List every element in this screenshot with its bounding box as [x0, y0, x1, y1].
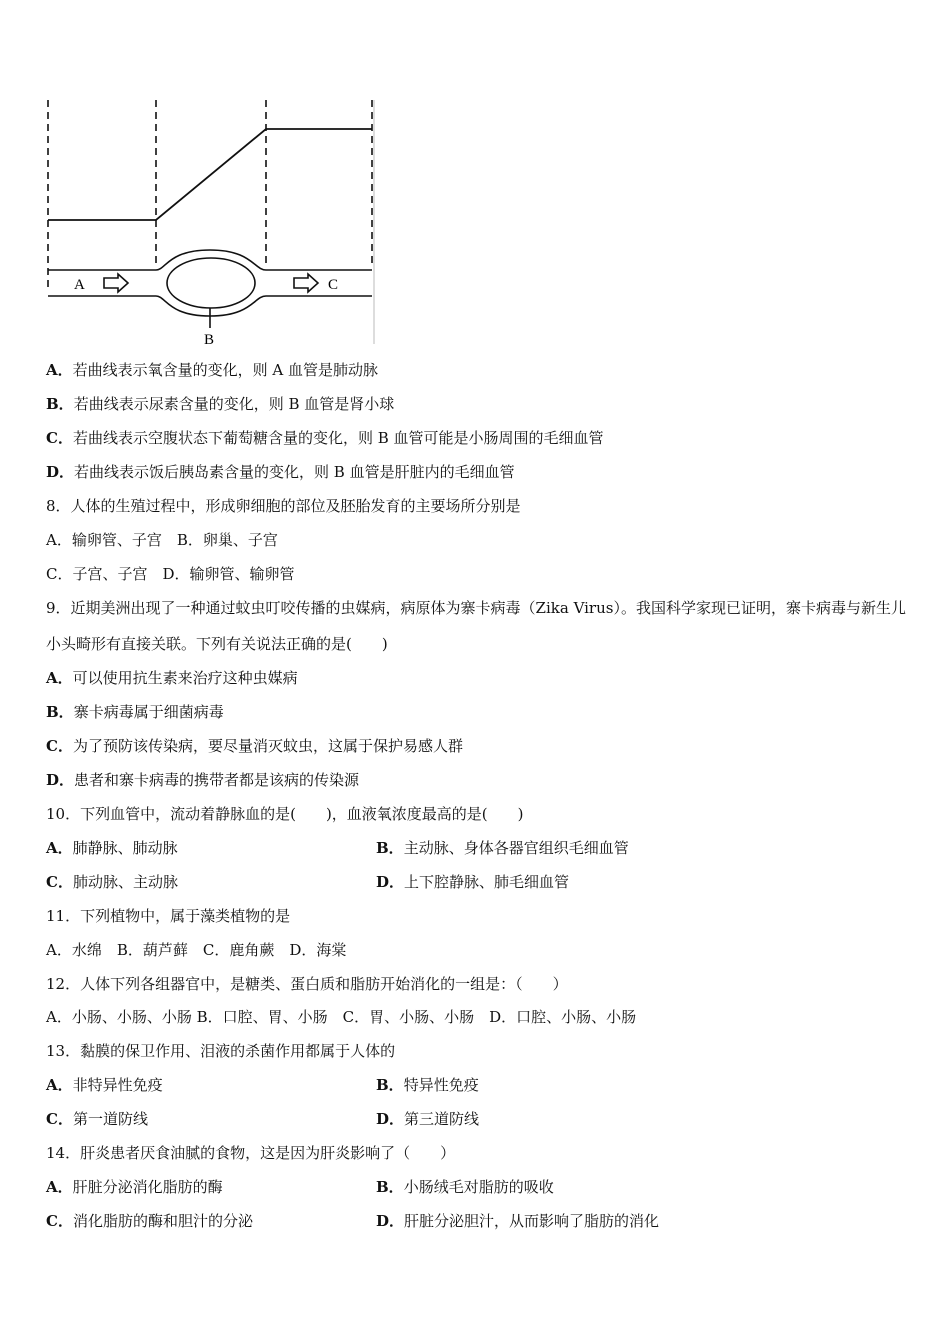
- q8-options-row2: C．子宫、子宫 D．输卵管、输卵管: [46, 565, 295, 583]
- label-b: B: [204, 332, 215, 346]
- q9-stem: 9．近期美洲出现了一种通过蚊虫叮咬传播的虫媒病，病原体为寨卡病毒（Zika Virus）。我国科学家现已证明，寨卡病毒与新生儿小头畸形有直接关联。下列有关说法正确的是( ): [46, 599, 906, 653]
- q10-option-a: A．肺静脉、肺动脉: [46, 839, 178, 857]
- q7-option-b: B．若曲线表示尿素含量的变化，则 B 血管是肾小球: [46, 395, 395, 413]
- q10-option-b: B．主动脉、身体各器官组织毛细血管: [376, 839, 629, 857]
- q11-options-row: A．水绵 B．葫芦藓 C．鹿角蕨 D．海棠: [46, 941, 347, 959]
- q7-option-a: A．若曲线表示氧含量的变化，则 A 血管是肺动脉: [46, 361, 379, 379]
- q10-option-c: C．肺动脉、主动脉: [46, 873, 178, 891]
- q13-option-a: A．非特异性免疫: [46, 1076, 163, 1094]
- vessel-top-wall: [48, 250, 372, 270]
- q13-stem: 13．黏膜的保卫作用、泪液的杀菌作用都属于人体的: [46, 1042, 396, 1060]
- q14-option-b: B．小肠绒毛对脂肪的吸收: [376, 1178, 554, 1196]
- q13-option-d: D．第三道防线: [376, 1110, 480, 1128]
- q10-option-d: D．上下腔静脉、肺毛细血管: [376, 873, 570, 891]
- q9-option-c: C．为了预防该传染病，要尽量消灭蚊虫，这属于保护易感人群: [46, 737, 463, 755]
- q14-option-c: C．消化脂肪的酶和胆汁的分泌: [46, 1212, 253, 1230]
- blood-vessel-curve-figure: [44, 98, 376, 346]
- label-a: A: [74, 277, 85, 293]
- q9-option-b: B．寨卡病毒属于细菌病毒: [46, 703, 224, 721]
- q14-stem: 14．肝炎患者厌食油腻的食物，这是因为肝炎影响了（ ）: [46, 1144, 456, 1162]
- q7-option-d: D．若曲线表示饭后胰岛素含量的变化，则 B 血管是肝脏内的毛细血管: [46, 463, 515, 481]
- q12-options-row: A．小肠、小肠、小肠 B．口腔、胃、小肠 C．胃、小肠、小肠 D．口腔、小肠、小肠: [46, 1008, 637, 1026]
- q8-options-row1: A．输卵管、子宫 B．卵巢、子宫: [46, 531, 278, 549]
- flow-arrow-out: [294, 274, 318, 292]
- capillary-ellipse: [167, 258, 255, 308]
- q10-stem: 10．下列血管中，流动着静脉血的是( )，血液氧浓度最高的是( ): [46, 805, 524, 823]
- q12-stem: 12．人体下列各组器官中，是糖类、蛋白质和脂肪开始消化的一组是：（ ）: [46, 975, 568, 993]
- q14-option-a: A．肝脏分泌消化脂肪的酶: [46, 1178, 223, 1196]
- q9-option-d: D．患者和寨卡病毒的携带者都是该病的传染源: [46, 771, 360, 789]
- q14-option-d: D．肝脏分泌胆汁，从而影响了脂肪的消化: [376, 1212, 660, 1230]
- q11-stem: 11．下列植物中，属于藻类植物的是: [46, 907, 291, 925]
- q9-option-a: A．可以使用抗生素来治疗这种虫媒病: [46, 669, 298, 687]
- q8-stem: 8．人体的生殖过程中，形成卵细胞的部位及胚胎发育的主要场所分别是: [46, 497, 521, 515]
- flow-arrow-in: [104, 274, 128, 292]
- q7-option-c: C．若曲线表示空腹状态下葡萄糖含量的变化，则 B 血管可能是小肠周围的毛细血管: [46, 429, 604, 447]
- content-curve: [48, 129, 372, 220]
- q13-option-b: B．特异性免疫: [376, 1076, 479, 1094]
- q13-option-c: C．第一道防线: [46, 1110, 148, 1128]
- label-c: C: [328, 277, 339, 293]
